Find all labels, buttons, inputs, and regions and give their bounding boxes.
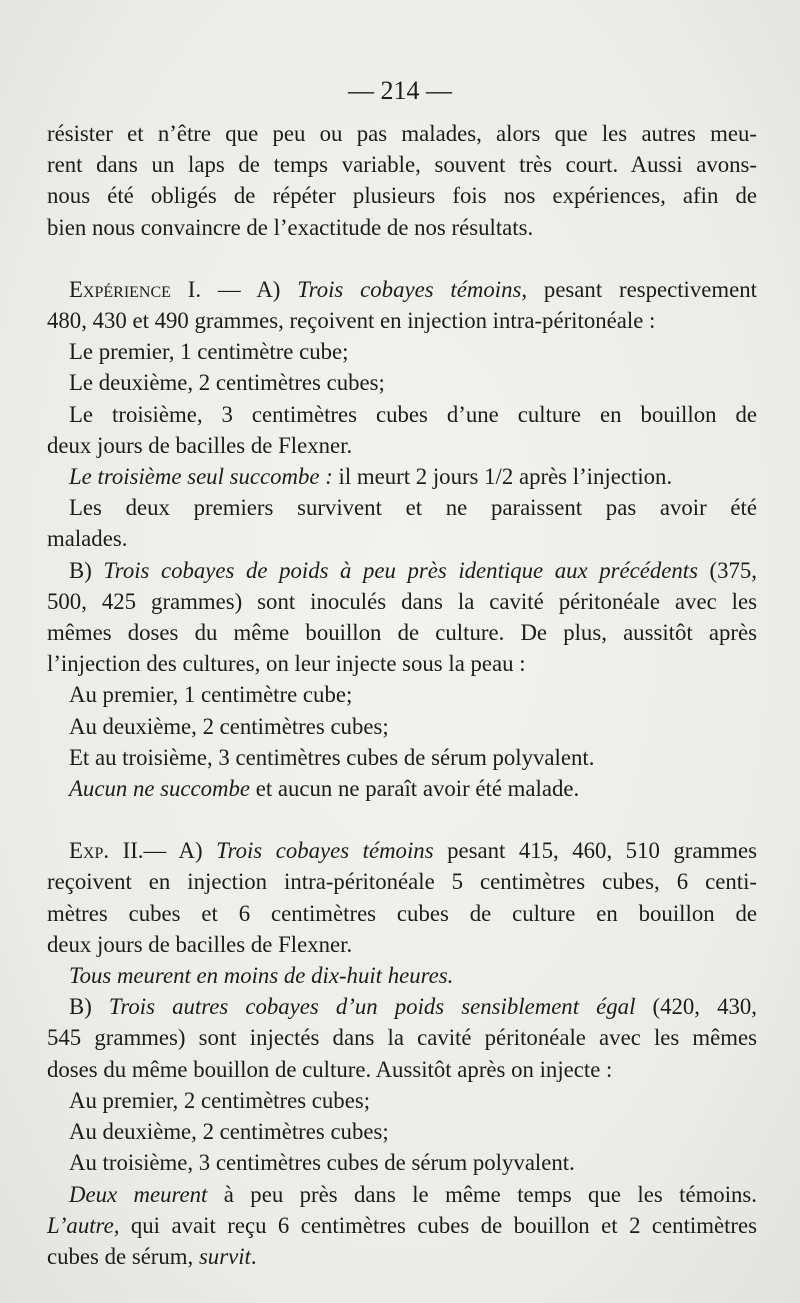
- text-line: deux jours de bacilles de Flexner.: [47, 432, 353, 458]
- experiment-2-b-line: B) Trois autres cobayes d’un poids sensiblement égal (420, 430,: [69, 994, 758, 1020]
- text-line: l’injection des cultures, on leur injecte sous la peau :: [47, 651, 526, 677]
- text-line: mêmes doses du même bouillon de culture. De plus, aussitôt après: [47, 620, 757, 646]
- text-line: 545 grammes) sont injectés dans la cavité péritonéale avec les mêmes: [47, 1025, 757, 1051]
- experiment-2-label: Exp. II.: [69, 838, 144, 864]
- experiment-1-heading-line: Expérience I. — A) Trois cobayes témoins, pesant respectivement: [69, 276, 757, 302]
- dose-line: Le deuxième, 2 centimètres cubes;: [69, 370, 385, 396]
- text-line: deux jours de bacilles de Flexner.: [47, 931, 353, 957]
- text-line: bien nous convaincre de l’exactitude de nos résultats.: [47, 214, 534, 240]
- text-line: rent dans un laps de temps variable, souvent très court. Aussi avons-: [47, 152, 757, 178]
- text-line: doses du même bouillon de culture. Aussitôt après on injecte :: [47, 1056, 613, 1082]
- page-body: [47, 118, 757, 1272]
- experiment-1-b-line: B) Trois cobayes de poids à peu près identique aux précédents (375,: [69, 557, 758, 583]
- dose-line: Et au troisième, 3 centimètres cubes de sérum polyvalent.: [69, 744, 595, 770]
- dose-line: Le troisième, 3 centimètres cubes d’une culture en bouillon de: [69, 401, 757, 427]
- result-line: Tous meurent en moins de dix-huit heures.: [69, 963, 454, 989]
- dose-line: Au deuxième, 2 centimètres cubes;: [69, 713, 389, 739]
- text-line: 480, 430 et 490 grammes, reçoivent en injection intra-péritonéale :: [47, 308, 656, 334]
- experiment-1-label: Expérience I.: [69, 276, 202, 302]
- result-line: Deux meurent à peu près dans le même temps que les témoins.: [69, 1181, 758, 1207]
- text-line: résister et n’être que peu ou pas malades, alors que les autres meu-: [47, 121, 757, 146]
- text-line: nous été obligés de répéter plusieurs fois nos expériences, afin de: [47, 183, 757, 209]
- text-line: 500, 425 grammes) sont inoculés dans la cavité péritonéale avec les: [47, 588, 757, 614]
- page-number: — 214 —: [348, 76, 452, 105]
- dose-line: Le premier, 1 centimètre cube;: [69, 339, 349, 365]
- text-line: mètres cubes et 6 centimètres cubes de culture en bouillon de: [47, 900, 757, 926]
- result-line: L’autre, qui avait reçu 6 centimètres cubes de bouillon et 2 centimètres: [47, 1212, 757, 1238]
- experiment-2-heading-line: Exp. II.— A) Trois cobayes témoins pesant 415, 460, 510 grammes: [69, 838, 757, 864]
- dose-line: Au premier, 1 centimètre cube;: [69, 682, 353, 708]
- text-line: Les deux premiers survivent et ne paraissent pas avoir été: [69, 495, 757, 521]
- dose-line: Au premier, 2 centimètres cubes;: [69, 1087, 371, 1113]
- text-line: reçoivent en injection intra-péritonéale 5 centimètres cubes, 6 centi-: [47, 869, 757, 895]
- dose-line: Au deuxième, 2 centimètres cubes;: [69, 1119, 389, 1145]
- result-line: Aucun ne succombe et aucun ne paraît avoir été malade.: [69, 776, 580, 802]
- experiment-2-subject: Trois cobayes témoins: [216, 838, 434, 864]
- result-line: cubes de sérum, survit.: [47, 1243, 257, 1269]
- result-line: Le troisième seul succombe : il meurt 2 jours 1/2 après l’injection.: [69, 464, 673, 490]
- text-line: malades.: [47, 526, 128, 552]
- experiment-1-subject: Trois cobayes témoins: [297, 276, 522, 302]
- dose-line: Au troisième, 3 centimètres cubes de sérum polyvalent.: [69, 1150, 575, 1176]
